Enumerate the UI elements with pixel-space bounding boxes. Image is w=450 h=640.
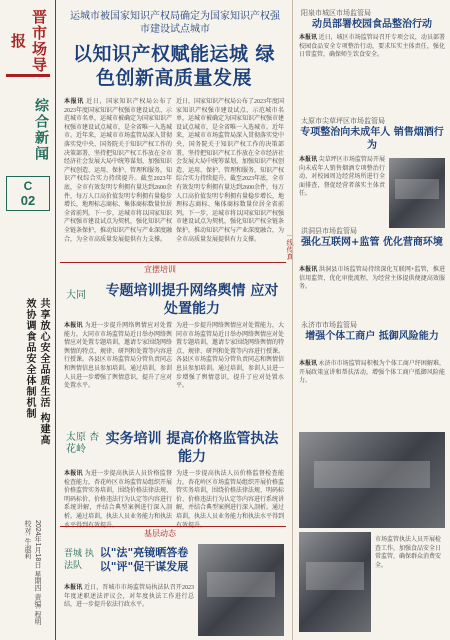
section-name: 综合新闻 [33,98,48,162]
article2-byline: 本报讯 [64,471,83,477]
lead-byline: 本报讯 [64,99,84,105]
bottom-photo [198,544,284,636]
right-photo-2 [299,432,445,528]
imprint: 2024年1月18日 星期四 责编: 程明 校对: 牛淑莉 [24,520,41,626]
right-item-1-text: 近日，城区市场监管局召开专项会议，动员部署校园食品安全专项整治行动，要求压实主体责任，强化日常监管，确保师生饮食安全。 [299,35,445,59]
right-item-2-body [299,156,385,222]
right-item-2-text: 尖草坪区市场监管局开展向未成年人销售烟酒专项整治行动，对校园周边经营场所进行全面排查，督促经营者落实主体责任。 [299,157,385,198]
bottom-body [64,584,194,636]
lead-body: 近日，国家知识产权局公布了2023年度国家知识产权强市建设试点、示范城市名单，运城市被确定为国家知识产权强市建设试点城市，是全省唯一入选城市。近年来，运城市市场监管局深入贯彻落实党中央、国务院关于知识产权工作的决策部署，坚持把知识产权工作放在全市经济社会发展大局中统筹谋划，加强知识产权创造、运用、保护、管理和服务，知识产权综合实力持续提升。截至2023年底，全市有效发明专利拥有量达到2600余件，每万人口高价值发明专利拥有量稳步增长，地理标志商标、集体商标数量位居全省前列。下一步，运城市将以国家知识产权强市建设试点为契机，强化知识产权全链条保护，推动知识产权与产业深度融合，为全市高质量发展提供有力支撑。 [64,99,173,243]
article1-body-right [176,322,284,422]
right-photo-caption: 市场监管执法人员开展检查工作，加强食品安全日常监管，确保群众消费安全。 [375,537,442,569]
article2-location: 太原 杏花岭 [66,432,100,455]
slogan: 共享放心安全品质生活 构建高效协调食品安全体制机制 [24,298,49,446]
lead-body-right [176,98,284,256]
bottom-title: 以"法"亮镜晒答卷 以"评"促干谋发展 [99,546,189,573]
right-item-4-body [299,360,445,430]
bottom-byline: 本报讯 [64,585,83,591]
article1-byline: 本报讯 [64,323,83,329]
bottom-band [60,526,286,538]
right-item-3-byline: 本报讯 [299,267,318,273]
article2-body-right [176,470,285,529]
article2-body: 为进一步提高执法人员价格监督检查能力，杏花岭区市场监管局组织开展价格监管实务培训，围绕价格法律法规、明码标价、价格违法行为认定等内容进行系统讲解，并结合典型案例进行深入剖析。通过培训，执法人员业务能力和执法水平得到有效提升。 [64,471,173,529]
right-item-3-text: 洪洞县市场监管局持续深化互联网+监管，推进信用监管，优化审批流程，为经营主体提供便捷高效服务。 [299,267,445,291]
right-item-2-title: 专项整治向未成年人 销售烟酒行为 [300,127,444,151]
bottom-body-text: 近日，晋城市市场监管局执法队召开2023年度述职述法评议会，对年度执法工作进行总结，进一步提升依法行政水平。 [64,585,194,609]
training-band-label: 宣摆培训 [144,265,176,274]
article1-body-continued: 为进一步提升网络舆情应对处置能力，大同市市场监管局近日举办网络舆情应对处置专题培训，邀请专家围绕网络舆情的特点、规律、研判和处置等内容进行授课。各县区市场监管局分管负责同志和舆情信息员参加培训。通过培训，参训人员进一步增强了舆情意识，提升了应对处置水平。 [176,323,285,390]
page-number: 02 [20,193,36,208]
lead-body-continued: 近日，国家知识产权局公布了2023年度国家知识产权强市建设试点、示范城市名单，运城市被确定为国家知识产权强市建设试点城市，是全省唯一入选城市。近年来，运城市市场监管局深入贯彻落实党中央、国务院关于知识产权工作的决策部署，坚持把知识产权工作放在全市经济社会发展大局中统筹谋划，加强知识产权创造、运用、保护、管理和服务，知识产权综合实力持续提升。截至2023年底，全市有效发明专利拥有量达到2600余件，每万人口高价值发明专利拥有量稳步增长，地理标志商标、集体商标数量位居全省前列。下一步，运城市将以国家知识产权强市建设试点为契机，强化知识产权全链条保护，推动知识产权与产业深度融合，为全市高质量发展提供有力支撑。 [176,99,285,243]
right-item-4-kicker: 永济市市场监管局 [301,322,357,329]
bottom-band-label: 基层动态 [144,529,176,538]
right-item-3-kicker: 洪洞县市场监管局 [301,228,357,235]
bottom-location: 晋城 执法队 [64,549,94,571]
page-number-box [6,176,50,211]
page-letter: C [23,179,33,193]
right-item-2-kicker: 太原市尖草坪区市场监管局 [301,118,385,125]
right-item-2-byline: 本报讯 [299,157,318,163]
right-item-1-body [299,34,445,104]
right-item-4-byline: 本报讯 [299,361,318,367]
lead-title: 以知识产权赋能运城 绿色创新高质量发展 [72,43,276,89]
article2-title: 实务培训 提高价格监管执法能力 [105,431,279,465]
right-item-3-title: 强化互联网+监管 优化营商环境 [301,237,443,248]
right-item-4-title: 增强个体工商户 抵御风险能力 [305,331,439,342]
right-photo-3 [299,532,371,632]
training-band [60,262,286,274]
right-item-1-byline: 本报讯 [299,35,318,41]
right-item-3-body [299,266,445,318]
article2-body-continued: 为进一步提高执法人员价格监督检查能力，杏花岭区市场监管局组织开展价格监管实务培训，围绕价格法律法规、明码标价、价格违法行为认定等内容进行系统讲解，并结合典型案例进行深入剖析。通过培训，执法人员业务能力和执法水平得到有效提升。 [176,471,285,529]
article1-location: 大同 [66,290,86,301]
article2-body-left [64,470,173,529]
lead-body-left [64,98,172,256]
article1-body: 为进一步提升网络舆情应对处置能力，大同市市场监管局近日举办网络舆情应对处置专题培训，邀请专家围绕网络舆情的特点、规律、研判和处置等内容进行授课。各县区市场监管局分管负责同志和舆情信息员参加培训。通过培训，参训人员进一步增强了舆情意识，提升了应对处置水平。 [64,323,173,390]
article1-title: 专题培训提升网络舆情 应对处置能力 [105,283,279,317]
vertical-section-label: 一线传真 [286,232,293,260]
right-item-1-kicker: 阳泉市城区市场监管局 [301,10,371,17]
right-item-4-text: 永济市市场监管局积极为个体工商户纾困解难，开展政策宣讲和帮扶活动，增强个体工商户抵御风险能力。 [299,361,445,385]
main-column [60,0,286,640]
newspaper-logo: 晋市场导报 [9,9,48,73]
right-photo-1 [389,158,445,228]
logo-underline [6,74,50,77]
article1-body-left [64,322,172,422]
right-item-1-title: 动员部署校园食品整治行动 [312,19,432,30]
masthead-column [0,0,56,640]
right-column [292,0,450,640]
lead-kicker: 运城市被国家知识产权局确定为国家知识产权强市建设试点城市 [70,11,280,35]
